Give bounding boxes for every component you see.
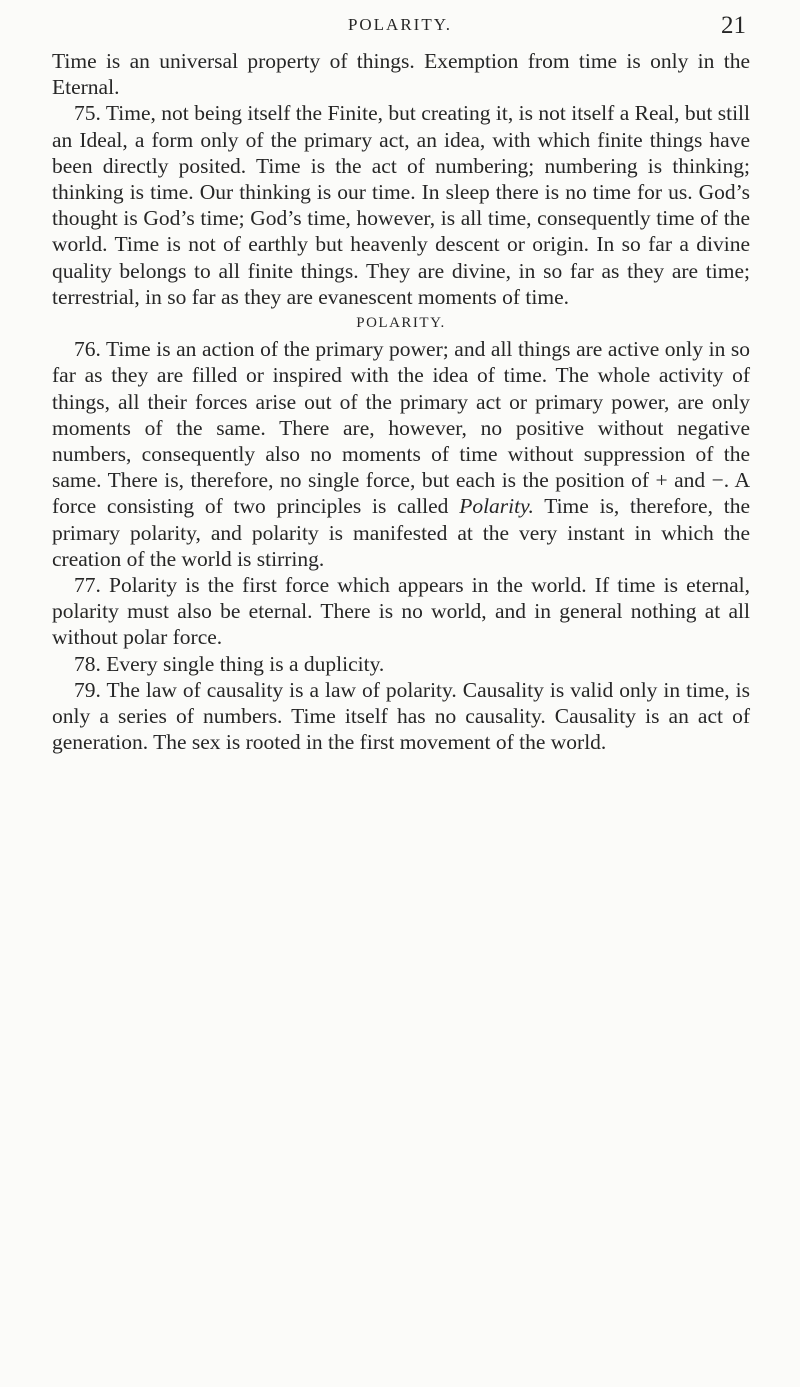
paragraph-75: 75. Time, not being itself the Finite, but creating it, is not itself a Real, but still an Ideal, a form only of the primary act, an idea, with which finite things have been directly posited. Time is the act of numbering; numbering is thinking; thinking is time. Our thinking is our time. In sleep there is no time for us. God’s thought is God’s time; God’s time, however, is all time, consequently time of the world. Time is not of earthly but heavenly descent or origin. In so far a divine quality belongs to all finite things. They are divine, in so far as they are time; terrestrial, in so far as they are evanescent moments of time. xyxy=(52,101,750,309)
body-text xyxy=(52,48,750,755)
paragraph-76-text-b: Time is, therefore, the primary polarity, and polarity is manifested at the very instant in which the creation of the world is stirring. xyxy=(52,494,750,571)
paragraph-continuation: Time is an universal property of things. Exemption from time is only in the Eternal. xyxy=(52,49,750,100)
paragraph-76-text-a: 76. Time is an action of the primary power; and all things are active only in so far as they are filled or inspired with the idea of time. The whole activity of things, all their forces arise out of the primary act or primary power, are only moments of the same. There are, however, no positive without negative numbers, consequently also no moments of time without suppression of the same. There is, therefore, no single force, but each is the position of + and −. A force consisting of two principles is called xyxy=(52,337,750,519)
paragraph-76 xyxy=(52,336,750,572)
section-heading: POLARITY. xyxy=(356,315,446,332)
paragraph-78: 78. Every single thing is a duplicity. xyxy=(74,651,385,676)
running-title: POLARITY. xyxy=(347,15,453,34)
paragraph-77: 77. Polarity is the first force which appears in the world. If time is eternal, polarity must also be eternal. There is no world, and in general nothing at all without polar force. xyxy=(52,573,750,650)
polarity-term: Polarity. xyxy=(459,494,534,519)
running-header xyxy=(0,12,800,42)
paragraph-79: 79. The law of causality is a law of polarity. Causality is valid only in time, is only a series of numbers. Time itself has no causality. Causality is an act of generation. The sex is rooted in the first movement of the world. xyxy=(52,677,750,755)
page-number: 21 xyxy=(721,12,746,39)
